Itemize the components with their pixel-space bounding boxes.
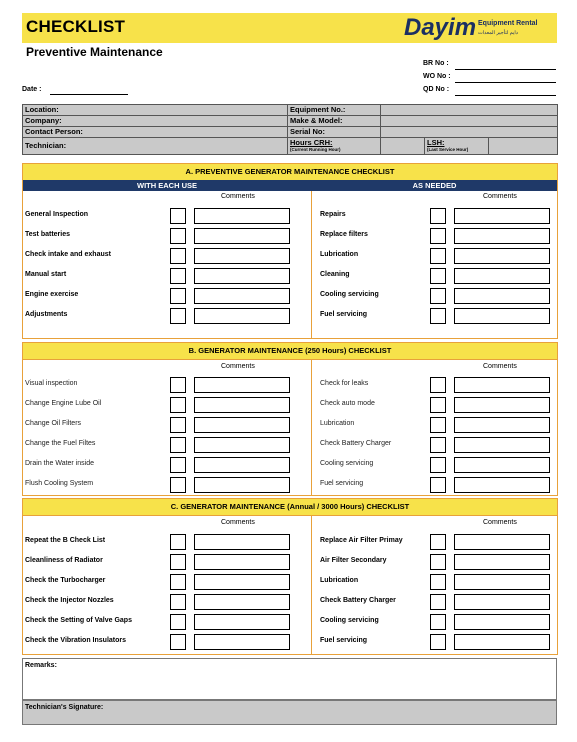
section-b-divider (311, 360, 312, 495)
checklist-checkbox[interactable] (170, 534, 186, 550)
checklist-item-label: Check Battery Charger (320, 597, 396, 604)
comment-field[interactable] (454, 554, 550, 570)
serial-no-field[interactable] (381, 127, 558, 138)
comment-field[interactable] (454, 437, 550, 453)
comments-label: Comments (221, 519, 255, 526)
page-subtitle: Preventive Maintenance (26, 45, 163, 59)
comment-field[interactable] (194, 574, 290, 590)
comment-field[interactable] (454, 594, 550, 610)
comment-field[interactable] (454, 288, 550, 304)
comment-field[interactable] (194, 208, 290, 224)
comment-field[interactable] (454, 417, 550, 433)
section-b-title: B. GENERATOR MAINTENANCE (250 Hours) CHECKLIST (23, 343, 557, 360)
comment-field[interactable] (194, 397, 290, 413)
checklist-item-label: Flush Cooling System (25, 480, 94, 487)
comments-label: Comments (221, 363, 255, 370)
checklist-checkbox[interactable] (430, 248, 446, 264)
checklist-item-label: Check for leaks (320, 380, 369, 387)
checklist-item-label: Cooling servicing (320, 617, 379, 624)
company-label[interactable]: Company: (23, 116, 288, 127)
section-c-divider (311, 516, 312, 654)
comment-field[interactable] (194, 228, 290, 244)
section-c (22, 498, 558, 655)
comment-field[interactable] (194, 534, 290, 550)
hours-crh-cell[interactable] (288, 138, 381, 155)
checklist-checkbox[interactable] (170, 477, 186, 493)
comments-label: Comments (483, 193, 517, 200)
checklist-item-label: Repeat the B Check List (25, 537, 106, 544)
checklist-checkbox[interactable] (430, 554, 446, 570)
checklist-checkbox[interactable] (430, 228, 446, 244)
checklist-item-label: Replace Air Filter Primay (320, 537, 403, 544)
equipment-no-field[interactable] (381, 105, 558, 116)
make-model-field[interactable] (381, 116, 558, 127)
checklist-item-label: Manual start (25, 271, 67, 278)
checklist-item-label: Air Filter Secondary (320, 557, 387, 564)
checklist-item-label: Fuel servicing (320, 480, 364, 487)
lsh-cell[interactable] (425, 138, 489, 155)
comment-field[interactable] (454, 248, 550, 264)
qd-no-field[interactable] (455, 95, 556, 96)
comment-field[interactable] (454, 208, 550, 224)
comments-label: Comments (221, 193, 255, 200)
section-a (22, 163, 558, 339)
checklist-checkbox[interactable] (170, 457, 186, 473)
checklist-checkbox[interactable] (430, 574, 446, 590)
location-label[interactable]: Location: (23, 105, 288, 116)
br-no-field[interactable] (455, 69, 556, 70)
checklist-item-label: Check the Setting of Valve Gaps (25, 617, 132, 624)
checklist-item-label: Change Oil Filters (25, 420, 82, 427)
wo-no-label: WO No : (423, 73, 451, 80)
checklist-item-label: Adjustments (25, 311, 68, 318)
comment-field[interactable] (194, 554, 290, 570)
checklist-item-label: Cooling servicing (320, 291, 379, 298)
technician-signature-field[interactable] (22, 700, 557, 725)
remarks-field[interactable] (22, 658, 557, 700)
hours-crh-field[interactable] (381, 138, 425, 155)
comment-field[interactable] (194, 634, 290, 650)
checklist-item-label: Change the Fuel Filtes (25, 440, 96, 447)
lsh-label: LSH: (427, 138, 445, 147)
hours-crh-label: Hours CRH: (290, 138, 333, 147)
hours-crh-note: (Current Running Hour) (290, 147, 341, 152)
serial-no-label[interactable]: Serial No: (288, 127, 381, 138)
checklist-checkbox[interactable] (430, 634, 446, 650)
comment-field[interactable] (194, 457, 290, 473)
section-b (22, 342, 558, 496)
checklist-item-label: Change Engine Lube Oil (25, 400, 102, 407)
checklist-checkbox[interactable] (430, 477, 446, 493)
checklist-item-label: Visual inspection (25, 380, 78, 387)
comment-field[interactable] (454, 377, 550, 393)
checklist-checkbox[interactable] (170, 594, 186, 610)
signature-label: Technician's Signature: (25, 704, 104, 711)
checklist-item-label: Check the Vibration Insulators (25, 637, 127, 644)
checklist-item-label: General Inspection (25, 211, 89, 218)
comment-field[interactable] (194, 594, 290, 610)
checklist-checkbox[interactable] (170, 554, 186, 570)
comment-field[interactable] (194, 614, 290, 630)
with-each-use-heading: WITH EACH USE (137, 181, 197, 190)
checklist-checkbox[interactable] (170, 228, 186, 244)
checklist-item-label: Lubrication (320, 251, 359, 258)
comment-field[interactable] (454, 477, 550, 493)
checklist-checkbox[interactable] (430, 417, 446, 433)
comment-field[interactable] (454, 397, 550, 413)
equipment-no-label[interactable]: Equipment No.: (288, 105, 381, 116)
checklist-checkbox[interactable] (430, 208, 446, 224)
checklist-item-label: Test batteries (25, 231, 70, 238)
checklist-checkbox[interactable] (430, 594, 446, 610)
section-a-divider (311, 191, 312, 338)
checklist-checkbox[interactable] (170, 288, 186, 304)
checklist-item-label: Fuel servicing (320, 311, 368, 318)
comments-label: Comments (483, 363, 517, 370)
checklist-checkbox[interactable] (170, 634, 186, 650)
checklist-item-label: Cooling servicing (320, 460, 374, 467)
comment-field[interactable] (454, 574, 550, 590)
company-logo: Dayim (404, 14, 477, 41)
checklist-item-label: Cleanliness of Radiator (25, 557, 103, 564)
comment-field[interactable] (454, 614, 550, 630)
checklist-checkbox[interactable] (170, 417, 186, 433)
checklist-checkbox[interactable] (430, 614, 446, 630)
checklist-checkbox[interactable] (430, 268, 446, 284)
logo-tagline-arabic: دايم لتأجير المعدات (478, 30, 518, 36)
checklist-item-label: Check the Injector Nozzles (25, 597, 114, 604)
checklist-checkbox[interactable] (170, 268, 186, 284)
comment-field[interactable] (454, 228, 550, 244)
qd-no-label: QD No : (423, 86, 450, 93)
checklist-item-label: Check intake and exhaust (25, 251, 111, 258)
lsh-field[interactable] (489, 138, 558, 155)
section-a-column-heads (23, 180, 557, 191)
make-model-label[interactable]: Make & Model: (288, 116, 381, 127)
checklist-item-label: Check the Turbocharger (25, 577, 106, 584)
page-title: CHECKLIST (26, 17, 126, 36)
comment-field[interactable] (194, 288, 290, 304)
comment-field[interactable] (194, 248, 290, 264)
checklist-checkbox[interactable] (170, 437, 186, 453)
checklist-item-label: Fuel servicing (320, 637, 368, 644)
checklist-checkbox[interactable] (430, 397, 446, 413)
checklist-checkbox[interactable] (430, 377, 446, 393)
checklist-checkbox[interactable] (170, 397, 186, 413)
comment-field[interactable] (194, 268, 290, 284)
checklist-item-label: Check Battery Charger (320, 440, 392, 447)
checklist-item-label: Cleaning (320, 271, 350, 278)
comments-label: Comments (483, 519, 517, 526)
checklist-checkbox[interactable] (430, 308, 446, 324)
comment-field[interactable] (454, 534, 550, 550)
comment-field[interactable] (454, 634, 550, 650)
checklist-checkbox[interactable] (430, 288, 446, 304)
checklist-item-label: Drain the Water inside (25, 460, 94, 467)
technician-label[interactable]: Technician: (23, 138, 288, 155)
as-needed-heading: AS NEEDED (412, 181, 457, 190)
checklist-checkbox[interactable] (170, 308, 186, 324)
comment-field[interactable] (194, 477, 290, 493)
checklist-checkbox[interactable] (170, 614, 186, 630)
checklist-checkbox[interactable] (430, 437, 446, 453)
remarks-label: Remarks: (25, 662, 57, 669)
checklist-checkbox[interactable] (170, 377, 186, 393)
wo-no-field[interactable] (455, 82, 556, 83)
section-a-title: A. PREVENTIVE GENERATOR MAINTENANCE CHECKLIST (23, 164, 557, 181)
comment-field[interactable] (194, 377, 290, 393)
checklist-item-label: Lubrication (320, 577, 359, 584)
comment-field[interactable] (454, 308, 550, 324)
contact-person-label[interactable]: Contact Person: (23, 127, 288, 138)
checklist-item-label: Engine exercise (25, 291, 79, 298)
checklist-checkbox[interactable] (430, 534, 446, 550)
date-field[interactable] (50, 94, 128, 95)
checklist-item-label: Check auto mode (320, 400, 375, 407)
checklist-checkbox[interactable] (430, 457, 446, 473)
comment-field[interactable] (454, 268, 550, 284)
checklist-item-label: Replace filters (320, 231, 368, 238)
comment-field[interactable] (454, 457, 550, 473)
date-label: Date : (22, 86, 42, 93)
section-c-title: C. GENERATOR MAINTENANCE (Annual / 3000 Hours) CHECKLIST (23, 499, 557, 516)
checklist-item-label: Lubrication (320, 420, 355, 427)
comment-field[interactable] (194, 437, 290, 453)
lsh-note: (Last Service Hour) (427, 147, 469, 152)
checklist-checkbox[interactable] (170, 248, 186, 264)
checklist-item-label: Repairs (320, 211, 346, 218)
br-no-label: BR No : (423, 60, 449, 67)
comment-field[interactable] (194, 308, 290, 324)
checklist-checkbox[interactable] (170, 574, 186, 590)
comment-field[interactable] (194, 417, 290, 433)
logo-tagline: Equipment Rental (478, 20, 538, 27)
info-table (22, 104, 558, 155)
checklist-checkbox[interactable] (170, 208, 186, 224)
